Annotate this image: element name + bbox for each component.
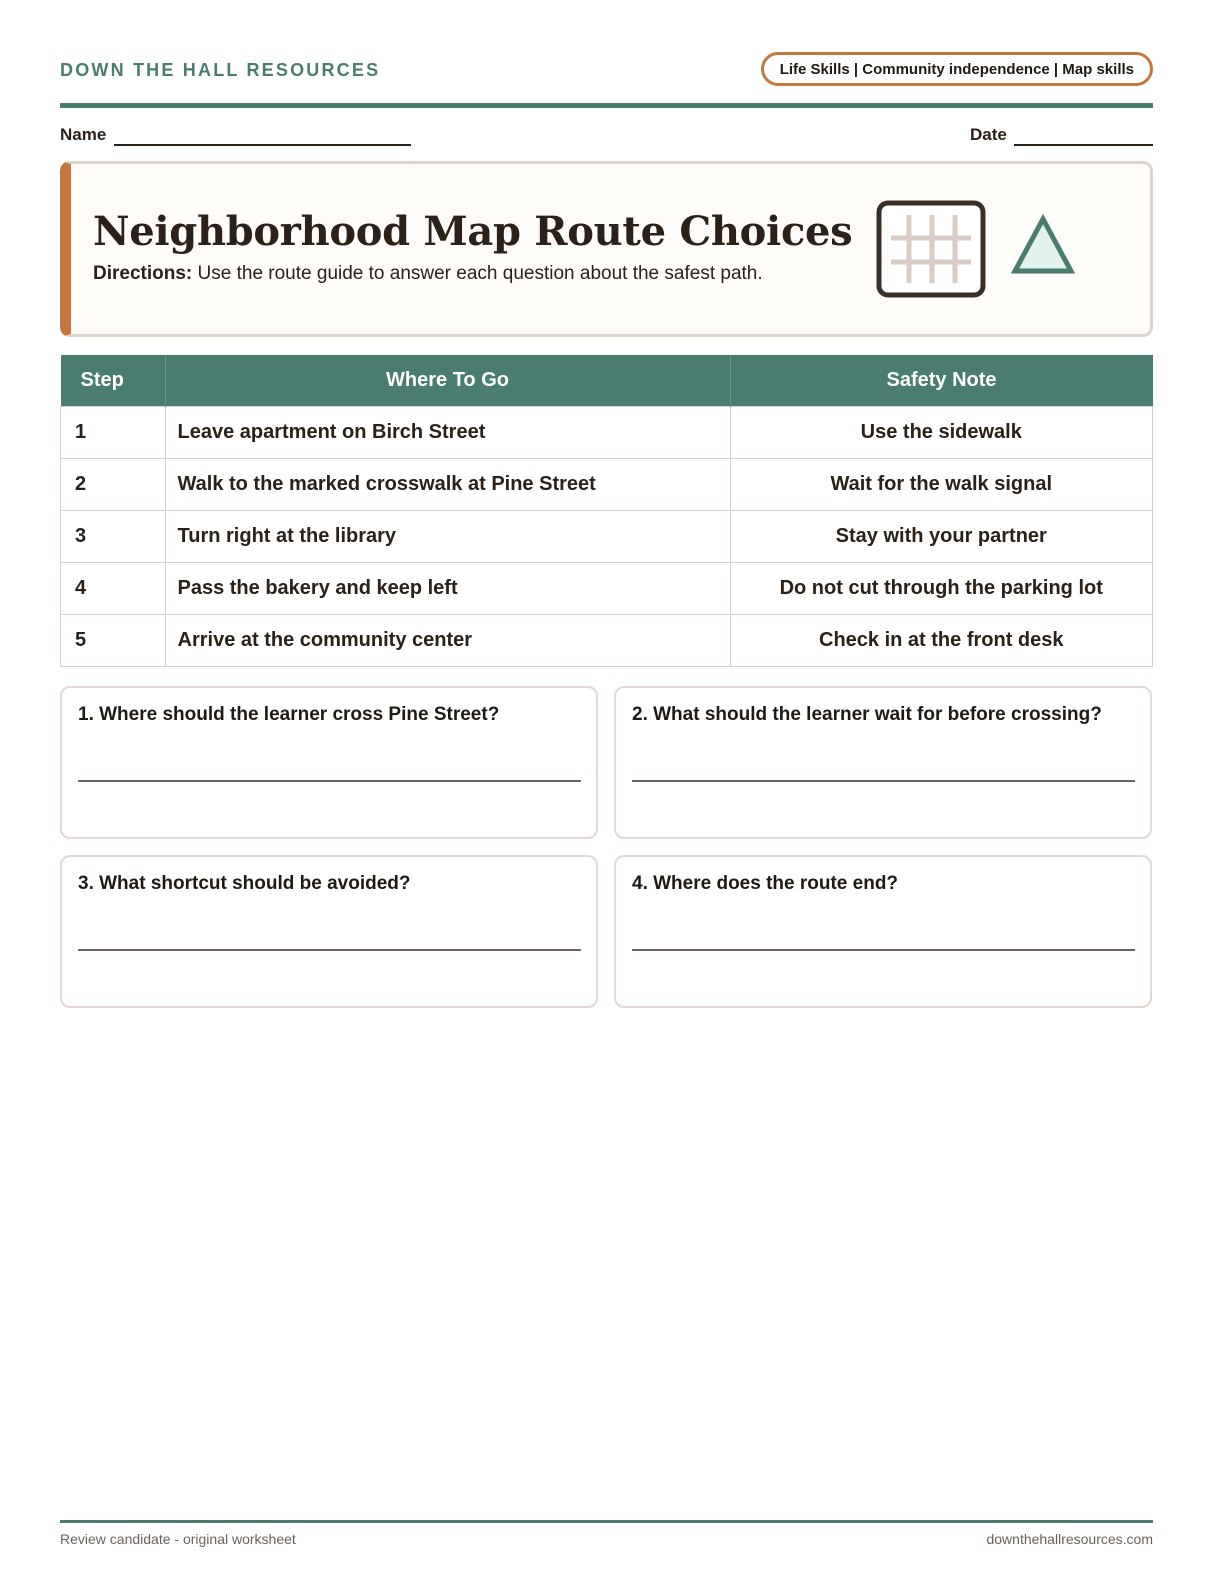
question-text: 3. What shortcut should be avoided? xyxy=(78,873,411,894)
footer-divider xyxy=(60,1520,1153,1523)
where-to-go-cell: Leave apartment on Birch Street xyxy=(165,407,730,459)
answer-line[interactable] xyxy=(78,949,581,951)
directions-label: Directions: xyxy=(93,263,193,284)
where-to-go-cell: Turn right at the library xyxy=(165,511,730,563)
header-divider xyxy=(60,103,1153,108)
safety-note-cell: Do not cut through the parking lot xyxy=(730,563,1153,615)
triangle-landmark-icon xyxy=(1011,214,1075,276)
table-row xyxy=(61,407,1153,459)
name-label: Name xyxy=(60,125,107,144)
where-to-go-cell: Pass the bakery and keep left xyxy=(165,563,730,615)
step-number: 2 xyxy=(61,459,166,511)
answer-line[interactable] xyxy=(632,949,1135,951)
safety-note-cell: Wait for the walk signal xyxy=(730,459,1153,511)
step-number: 4 xyxy=(61,563,166,615)
table-row xyxy=(61,459,1153,511)
table-row xyxy=(61,615,1153,667)
route-guide-table xyxy=(60,355,1153,667)
directions xyxy=(93,263,763,285)
directions-text: Use the route guide to answer each question about the safest path. xyxy=(192,263,763,284)
worksheet-page xyxy=(60,0,1153,1584)
question-card-3 xyxy=(60,855,598,1008)
table-header-row xyxy=(61,355,1153,407)
question-text: 1. Where should the learner cross Pine Street? xyxy=(78,704,500,725)
where-to-go-cell: Arrive at the community center xyxy=(165,615,730,667)
name-date-row xyxy=(60,125,1153,149)
step-number: 3 xyxy=(61,511,166,563)
table-row xyxy=(61,511,1153,563)
footer-website: downthehallresources.com xyxy=(986,1531,1153,1547)
safety-note-cell: Stay with your partner xyxy=(730,511,1153,563)
where-to-go-cell: Walk to the marked crosswalk at Pine Street xyxy=(165,459,730,511)
title-box xyxy=(60,161,1153,337)
date-write-line[interactable] xyxy=(1014,144,1153,146)
safety-note-cell: Check in at the front desk xyxy=(730,615,1153,667)
brand-name: DOWN THE HALL RESOURCES xyxy=(60,60,381,80)
question-text: 2. What should the learner wait for before crossing? xyxy=(632,704,1102,725)
page-title: Neighborhood Map Route Choices xyxy=(93,208,853,255)
table-row xyxy=(61,563,1153,615)
header-where-to-go: Where To Go xyxy=(165,355,730,407)
date-label: Date xyxy=(970,125,1007,144)
question-text: 4. Where does the route end? xyxy=(632,873,899,894)
header-safety-note: Safety Note xyxy=(730,355,1153,407)
answer-line[interactable] xyxy=(78,780,581,782)
footer-note: Review candidate - original worksheet xyxy=(60,1531,296,1547)
safety-note-cell: Use the sidewalk xyxy=(730,407,1153,459)
question-card-4 xyxy=(614,855,1152,1008)
header-step: Step xyxy=(61,355,166,407)
step-number: 1 xyxy=(61,407,166,459)
subject-tags-badge: Life Skills | Community independence | Map skills xyxy=(761,52,1153,86)
name-write-line[interactable] xyxy=(114,144,411,146)
step-number: 5 xyxy=(61,615,166,667)
question-card-2 xyxy=(614,686,1152,839)
answer-line[interactable] xyxy=(632,780,1135,782)
question-card-1 xyxy=(60,686,598,839)
map-grid-icon xyxy=(876,200,986,298)
